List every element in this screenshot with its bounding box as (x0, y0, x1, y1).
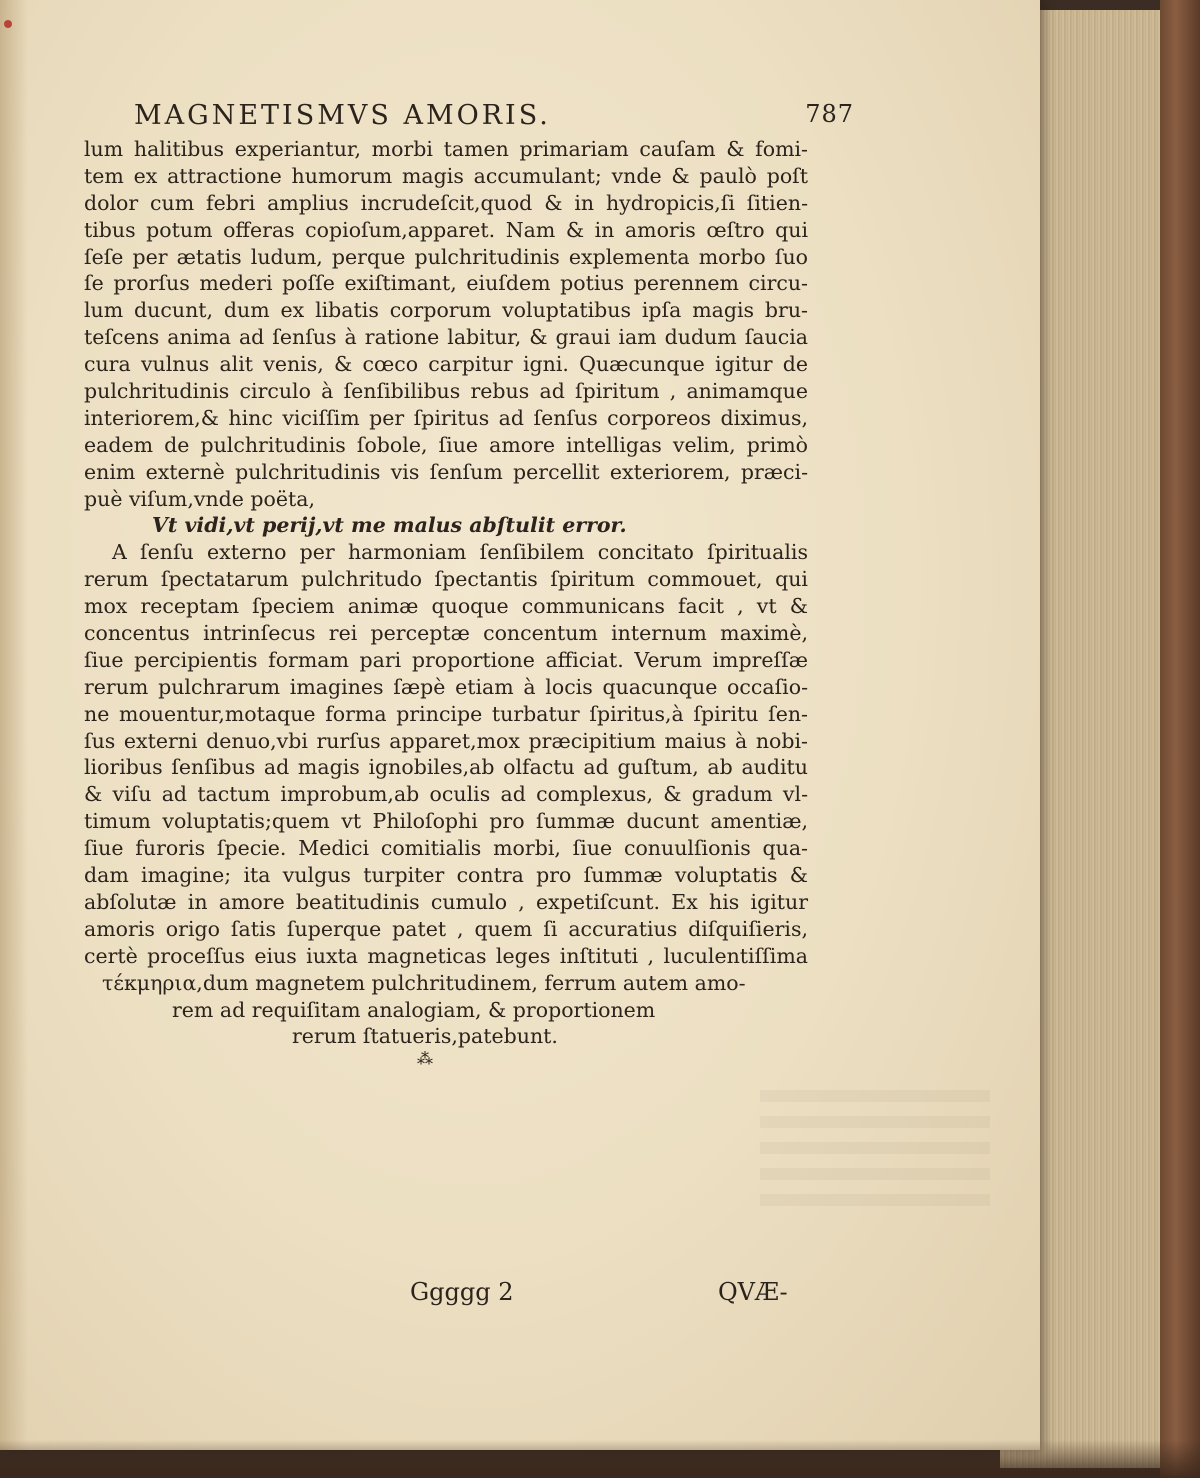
text-line: interiorem,& hinc viciſſim per ſpiritus ad ſenſus corporeos diximus, (84, 405, 808, 430)
text-line: tibus potum offeras copioſum,apparet. Nam & in amoris œſtro qui (84, 217, 808, 242)
page-gutter (0, 0, 28, 1450)
bottom-shadow (0, 1440, 1200, 1478)
text-line: pulchritudinis circulo à ſenſibilibus rebus ad ſpiritum , animamque (84, 379, 808, 404)
text-line: ſeſe per ætatis ludum, perque pulchritudinis explementa morbo ſuo (84, 244, 808, 269)
signature-mark: Ggggg 2 (410, 1278, 514, 1306)
asterism-ornament: ⁂ (417, 1049, 433, 1069)
text-line: ſiue percipientis formam pari proportione afficiat. Verum impreſſæ (84, 647, 808, 672)
tail-line: rem ad requiſitam analogiam, & proportionem (172, 997, 656, 1022)
text-line: lum ducunt, dum ex libatis corporum voluptatibus ipſa magis bru- (84, 298, 808, 323)
text-line: lioribus ſenſibus ad magis ignobiles,ab olfactu ad guſtum, ab auditu (84, 755, 808, 780)
text-line: mox receptam ſpeciem animæ quoque communicans facit , vt & (84, 594, 808, 619)
catchword: QVÆ- (718, 1278, 788, 1306)
text-line: eadem de pulchritudinis ſobole, ſiue amore intelligas velim, primò (84, 432, 808, 457)
text-line: concentus intrinſecus rei perceptæ concentum internum maximè, (84, 621, 808, 646)
text-line: ne mouentur,motaque forma principe turbatur ſpiritus,à ſpiritu ſen- (84, 701, 808, 726)
red-spot-mark (4, 20, 12, 28)
text-line: enim externè pulchritudinis vis ſenſum percellit exteriorem, præci- (84, 459, 808, 484)
text-line: dam imagine; ita vulgus turpiter contra pro ſummæ voluptatis & (84, 863, 808, 888)
text-line: teſcens anima ad ſenſus à ratione labitur, & graui iam dudum ſaucia (84, 325, 808, 350)
paragraph-first-line: A ſenſu externo per harmoniam ſenſibilem concitato ſpiritualis (112, 540, 808, 565)
text-line: ſe prorſus mederi poſſe exiſtimant, eiuſdem potius perennem circu- (84, 271, 808, 296)
text-line: ſus externi denuo,vbi rurſus apparet,mox præcipitium maius à nobi- (84, 728, 808, 753)
text-line: ſiue furoris ſpecie. Medici comitialis morbi, ſiue conuulſionis qua- (84, 836, 808, 861)
body-text (72, 136, 832, 1050)
text-line: abſolutæ in amore beatitudinis cumulo , expetiſcunt. Ex his igitur (84, 889, 808, 914)
text-line: tem ex attractione humorum magis accumulant; vnde & paulò poſt (84, 163, 808, 188)
text-line: amoris origo ſatis ſuperque patet , quem ſi accuratius diſquiſieris, (84, 916, 808, 941)
page-number: 787 (805, 100, 854, 128)
tail-line: rerum ſtatueris,patebunt. (292, 1024, 558, 1049)
text-line: rerum pulchrarum imagines ſæpè etiam à locis quacunque occaſio- (84, 674, 808, 699)
text-block (72, 96, 854, 1069)
book-cover-edge (1160, 0, 1200, 1478)
text-line: rerum ſpectatarum pulchritudo ſpectantis ſpiritum commouet, qui (84, 567, 808, 592)
text-line: dolor cum febri amplius incrudeſcit,quod & in hydropicis,ſi ſitien- (84, 190, 808, 215)
text-line: cura vulnus alit venis, & cœco carpitur igni. Quæcunque igitur de (84, 352, 808, 377)
tail-line: τέκμηρια,dum magnetem pulchritudinem, ferrum autem amo- (102, 970, 746, 995)
text-line: & viſu ad tactum improbum,ab oculis ad complexus, & gradum vl- (84, 782, 808, 807)
text-line: timum voluptatis;quem vt Philoſophi pro ſummæ ducunt amentiæ, (84, 809, 808, 834)
running-head-title: MAGNETISMVS AMORIS. (134, 100, 551, 131)
show-through-text (760, 1090, 990, 1210)
running-head (134, 96, 854, 136)
text-line: lum halitibus experiantur, morbi tamen primariam cauſam & fomi- (84, 137, 808, 161)
text-line: certè proceſſus eius iuxta magneticas leges inſtituti , luculentiſſima (84, 943, 808, 968)
verse-quotation: Vt vidi,vt perij,vt me malus abſtulit error. (152, 513, 627, 538)
text-line: puè viſum,vnde poëta, (84, 486, 315, 511)
